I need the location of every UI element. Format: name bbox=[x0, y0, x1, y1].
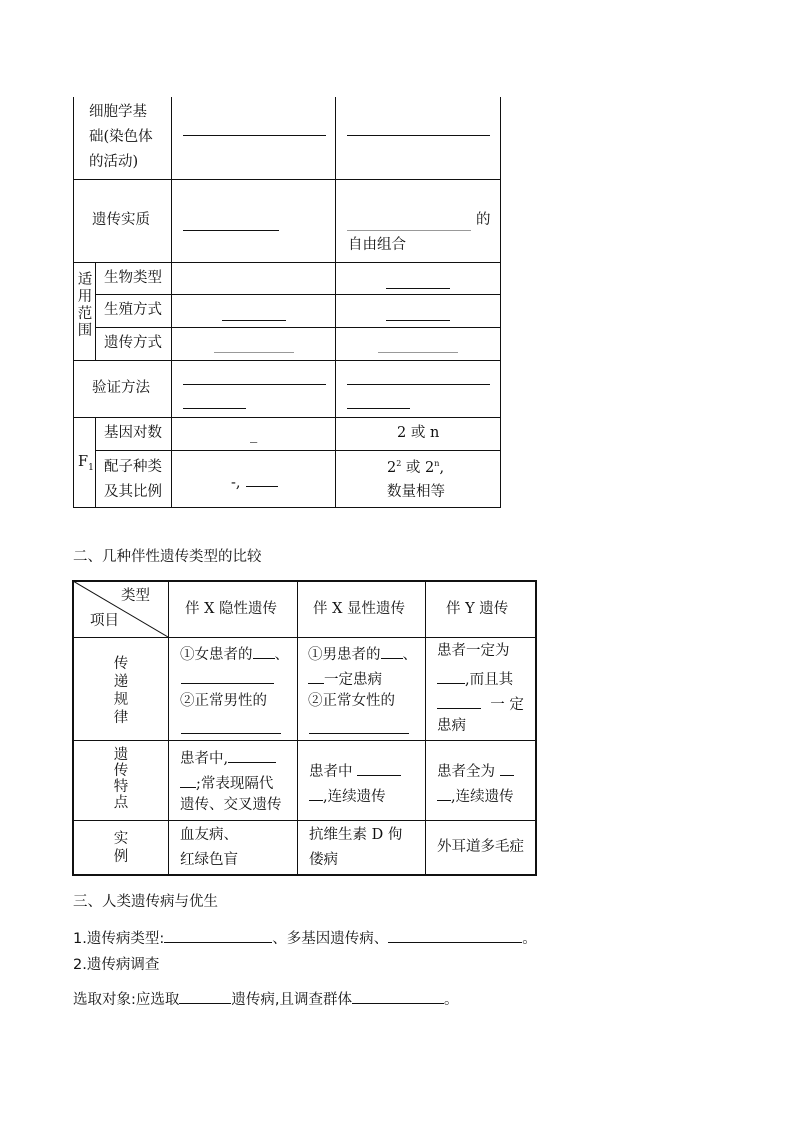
inheritance-mode-blank-left[interactable] bbox=[214, 352, 294, 353]
verification-blank-left-2[interactable] bbox=[183, 408, 246, 409]
r1-c2-c: ②正常女性的 bbox=[308, 693, 395, 709]
gamete-left-blank[interactable] bbox=[246, 486, 278, 487]
r1-c1-b: ②正常男性的 bbox=[180, 693, 267, 709]
r1-c3-c: 一 定 bbox=[437, 694, 524, 713]
r2-c1-c: 遗传、交叉遗传 bbox=[180, 797, 282, 813]
gene-pairs-left[interactable]: _ bbox=[250, 427, 258, 443]
col-x-dominant: 伴 X 显性遗传 bbox=[313, 601, 406, 617]
cytology-blank-right[interactable] bbox=[347, 135, 490, 136]
gamete-right-line1: $2^2$ 或 2$^n$, bbox=[387, 459, 445, 476]
gamete-right-line2: 数量相等 bbox=[387, 484, 445, 500]
section3-item2: 2.遗传病调查 bbox=[73, 957, 160, 973]
cytology-label-2: 础(染色体 bbox=[89, 129, 153, 145]
gene-pairs-right: 2 或 n bbox=[397, 425, 440, 441]
cytology-blank-left[interactable] bbox=[183, 135, 326, 136]
r3-c3: 外耳道多毛症 bbox=[437, 839, 524, 855]
col-y: 伴 Y 遗传 bbox=[446, 601, 509, 617]
r1-c3-a: 患者一定为 bbox=[437, 643, 510, 659]
r2-c1-b: ;常表现隔代 bbox=[180, 773, 273, 792]
r1-c3-b: ,而且其 bbox=[437, 669, 513, 688]
inheritance-mode-blank-right[interactable] bbox=[378, 352, 458, 353]
r1-c1-blank-1[interactable] bbox=[181, 683, 274, 684]
f1-label: $F_1$ bbox=[78, 454, 94, 473]
r1-c1-blank-2[interactable] bbox=[181, 733, 281, 734]
organism-type-label: 生物类型 bbox=[104, 270, 162, 286]
verification-blank-right-1[interactable] bbox=[347, 384, 490, 385]
r2-c1-a: 患者中, bbox=[180, 748, 276, 767]
inheritance-mode-label: 遗传方式 bbox=[104, 335, 162, 351]
section2-heading: 二、几种伴性遗传类型的比较 bbox=[73, 549, 262, 565]
organism-type-blank[interactable] bbox=[386, 288, 450, 289]
header-item: 项目 bbox=[90, 613, 119, 629]
verification-label: 验证方法 bbox=[92, 380, 150, 396]
section3-item1: 1.遗传病类型: 、多基因遗传病、 。 bbox=[73, 928, 537, 947]
reproduction-label: 生殖方式 bbox=[104, 302, 162, 318]
reproduction-blank-left[interactable] bbox=[222, 320, 286, 321]
r1-c2-blank[interactable] bbox=[309, 733, 409, 734]
scope-label: 适 用 范 围 bbox=[77, 272, 93, 339]
r1-c3-d: 患病 bbox=[437, 718, 466, 734]
r2-c2-a: 患者中 bbox=[309, 761, 401, 780]
reproduction-blank-right[interactable] bbox=[386, 320, 450, 321]
verification-blank-right-2[interactable] bbox=[347, 408, 410, 409]
row1-label: 传 递 规 律 bbox=[113, 656, 129, 726]
section3-heading: 三、人类遗传病与优生 bbox=[73, 894, 218, 910]
r3-c2-a: 抗维生素 D 佝 bbox=[309, 827, 403, 843]
r2-c3-b: ,连续遗传 bbox=[437, 786, 514, 805]
r2-c3-a: 患者全为 bbox=[437, 761, 514, 780]
r2-c2-b: ,连续遗传 bbox=[309, 786, 386, 805]
disease-type-blank-1[interactable] bbox=[164, 928, 272, 943]
row3-label: 实 例 bbox=[113, 831, 129, 865]
gamete-label-2: 及其比例 bbox=[104, 484, 162, 500]
section3-item3: 选取对象:应选取 遗传病,且调查群体 。 bbox=[73, 989, 459, 1008]
survey-object-blank[interactable] bbox=[179, 989, 231, 1004]
cytology-label-1: 细胞学基 bbox=[89, 104, 147, 120]
survey-group-blank[interactable] bbox=[352, 989, 444, 1004]
row2-label: 遗 传 特 点 bbox=[113, 747, 129, 811]
gene-pairs-label: 基因对数 bbox=[104, 425, 162, 441]
r1-c1-a: ①女患者的 、 bbox=[180, 644, 289, 663]
cytology-label-3: 的活动) bbox=[89, 154, 139, 170]
r1-c2-b: 一定患病 bbox=[308, 669, 382, 688]
essence-label: 遗传实质 bbox=[92, 212, 150, 228]
gamete-left: -, bbox=[231, 475, 241, 491]
essence-right-line2: 自由组合 bbox=[348, 237, 406, 253]
essence-blank-left[interactable] bbox=[183, 230, 279, 231]
gamete-label-1: 配子种类 bbox=[104, 459, 162, 475]
r3-c2-b: 偻病 bbox=[309, 852, 338, 868]
col-x-recessive: 伴 X 隐性遗传 bbox=[185, 601, 278, 617]
verification-blank-left-1[interactable] bbox=[183, 384, 326, 385]
essence-blank-right[interactable] bbox=[347, 230, 471, 231]
r1-c2-a: ①男患者的 、 bbox=[308, 644, 417, 663]
r3-c1-b: 红绿色盲 bbox=[180, 852, 238, 868]
r3-c1-a: 血友病、 bbox=[180, 827, 238, 843]
header-type: 类型 bbox=[121, 588, 150, 604]
disease-type-blank-2[interactable] bbox=[388, 928, 522, 943]
essence-right-tail: 的 bbox=[476, 212, 491, 228]
